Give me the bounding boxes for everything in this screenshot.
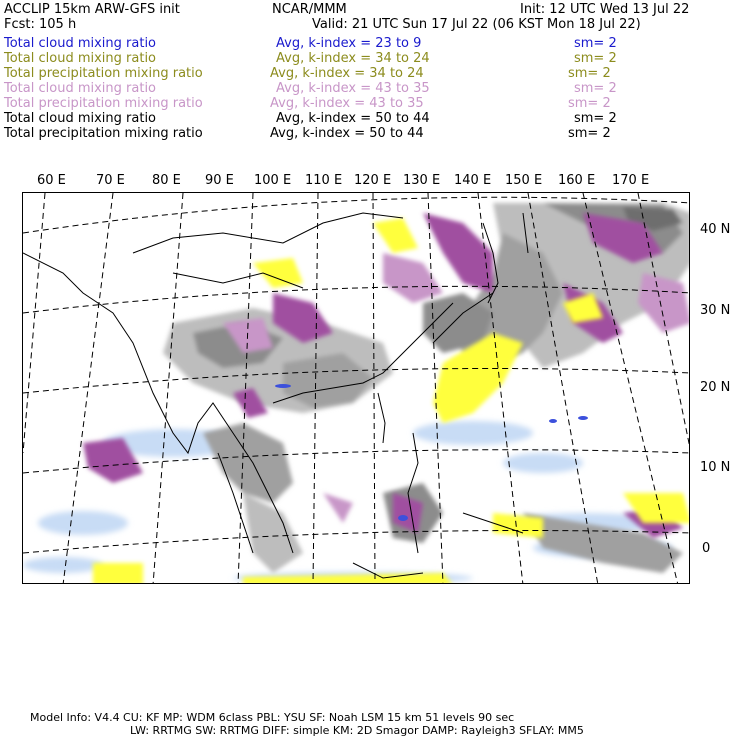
legend-sm: sm= 2 bbox=[568, 66, 611, 81]
legend-sm: sm= 2 bbox=[574, 81, 617, 96]
lon-label: 110 E bbox=[305, 173, 343, 188]
legend-row bbox=[0, 36, 740, 51]
legend-avg: Avg, k-index = 50 to 44 bbox=[276, 111, 430, 126]
legend-field: Total cloud mixing ratio bbox=[4, 36, 157, 51]
lat-label: 40 N bbox=[700, 222, 731, 237]
legend-avg: Avg, k-index = 34 to 24 bbox=[270, 66, 424, 81]
forecast-hour: Fcst: 105 h bbox=[4, 17, 77, 32]
legend-field: Total precipitation mixing ratio bbox=[4, 66, 203, 81]
lon-label: 70 E bbox=[96, 173, 125, 188]
lon-label: 80 E bbox=[152, 173, 181, 188]
lat-label: 10 N bbox=[700, 460, 731, 475]
lat-label: 0 bbox=[702, 541, 711, 556]
lon-label: 150 E bbox=[505, 173, 543, 188]
forecast-map bbox=[22, 192, 690, 584]
init-time: Init: 12 UTC Wed 13 Jul 22 bbox=[520, 2, 690, 17]
lon-label: 130 E bbox=[403, 173, 441, 188]
legend-field: Total precipitation mixing ratio bbox=[4, 126, 203, 141]
valid-time: Valid: 21 UTC Sun 17 Jul 22 (06 KST Mon 18 Jul 22) bbox=[312, 17, 641, 32]
legend-row bbox=[0, 111, 740, 126]
legend-row bbox=[0, 96, 740, 111]
legend-avg: Avg, k-index = 43 to 35 bbox=[270, 96, 424, 111]
lon-label: 100 E bbox=[254, 173, 292, 188]
model-info-line1: Model Info: V4.4 CU: KF MP: WDM 6class PBL: YSU SF: Noah LSM 15 km 51 levels 90 sec bbox=[30, 711, 515, 724]
legend-field: Total cloud mixing ratio bbox=[4, 111, 157, 126]
lon-label: 120 E bbox=[354, 173, 392, 188]
legend-avg: Avg, k-index = 50 to 44 bbox=[270, 126, 424, 141]
lon-label: 140 E bbox=[454, 173, 492, 188]
legend-field: Total cloud mixing ratio bbox=[4, 81, 157, 96]
lon-label: 160 E bbox=[558, 173, 596, 188]
legend-avg: Avg, k-index = 23 to 9 bbox=[276, 36, 422, 51]
legend-row bbox=[0, 81, 740, 96]
model-title: ACCLIP 15km ARW-GFS init bbox=[4, 2, 180, 17]
lon-label: 60 E bbox=[37, 173, 66, 188]
lat-label: 20 N bbox=[700, 380, 731, 395]
map-canvas bbox=[23, 193, 690, 584]
lon-label: 90 E bbox=[205, 173, 234, 188]
lat-label: 30 N bbox=[700, 303, 731, 318]
org-label: NCAR/MMM bbox=[272, 2, 347, 17]
legend-sm: sm= 2 bbox=[574, 36, 617, 51]
legend-field: Total cloud mixing ratio bbox=[4, 51, 157, 66]
lon-label: 170 E bbox=[612, 173, 650, 188]
legend-sm: sm= 2 bbox=[574, 111, 617, 126]
model-info-line2: LW: RRTMG SW: RRTMG DIFF: simple KM: 2D Smagor DAMP: Rayleigh3 SFLAY: MM5 bbox=[130, 724, 584, 737]
legend-row bbox=[0, 51, 740, 66]
legend-sm: sm= 2 bbox=[574, 51, 617, 66]
legend-avg: Avg, k-index = 34 to 24 bbox=[276, 51, 430, 66]
legend-avg: Avg, k-index = 43 to 35 bbox=[276, 81, 430, 96]
legend-sm: sm= 2 bbox=[568, 96, 611, 111]
legend-sm: sm= 2 bbox=[568, 126, 611, 141]
legend-row bbox=[0, 66, 740, 81]
legend-row bbox=[0, 126, 740, 141]
legend-field: Total precipitation mixing ratio bbox=[4, 96, 203, 111]
